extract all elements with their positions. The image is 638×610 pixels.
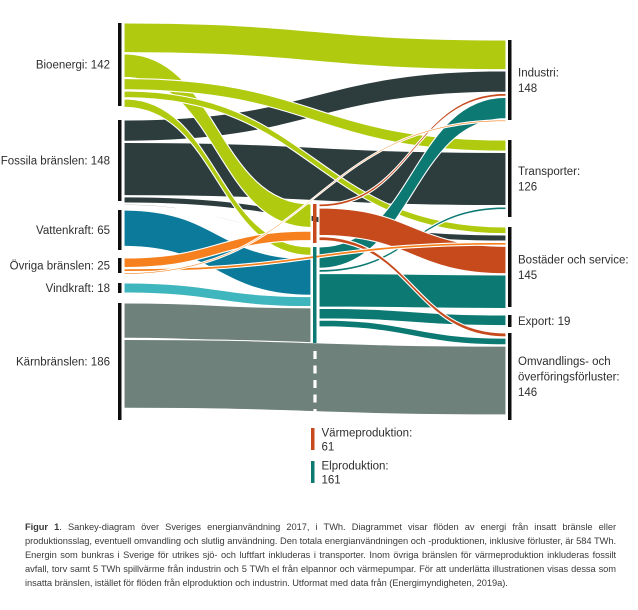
flow-karn-forluster [124, 339, 506, 414]
node-label-transporter-0: Transporter: [518, 165, 581, 178]
node-label-ovriga-0: Övriga bränslen: 25 [9, 260, 110, 273]
node-bar-transporter [508, 140, 512, 217]
node-bar-ovriga [118, 258, 122, 273]
node-label-vattenkraft-0: Vattenkraft: 65 [36, 225, 110, 237]
legend-label-varme-0: Värmeproduktion: [321, 427, 413, 440]
node-bar-fossila [118, 120, 122, 201]
node-bar-el [313, 247, 317, 343]
node-bar-karn [118, 303, 122, 420]
node-label-industri-1: 148 [518, 82, 538, 95]
node-label-forluster-1: överföringsförluster: [518, 371, 620, 384]
node-bar-export [508, 315, 512, 327]
node-label-vindkraft-0: Vindkraft: 18 [45, 283, 110, 295]
figure-caption-label: Figur 1 [25, 522, 60, 532]
node-label-bostader-0: Bostäder och service: [518, 254, 629, 267]
node-label-transporter-1: 126 [518, 181, 538, 194]
flow-el-bostader [319, 273, 506, 308]
legend-label-varme-1: 61 [321, 441, 335, 454]
flow-karn-el [124, 303, 311, 343]
node-bar-varme [313, 204, 317, 243]
figure-caption [25, 521, 616, 591]
node-label-bioenergi-0: Bioenergi: 142 [35, 59, 110, 72]
legend-label-el-0: Elproduktion: [321, 460, 389, 473]
node-bar-industri [508, 40, 512, 120]
node-label-export-0: Export: 19 [518, 316, 571, 328]
node-bar-vattenkraft [118, 210, 122, 250]
legend-label-el-1: 161 [321, 474, 341, 487]
flow-bioenergi-industri [124, 23, 506, 70]
node-bar-bioenergi [118, 23, 122, 106]
node-label-bostader-1: 145 [518, 269, 538, 282]
node-label-fossila-0: Fossila bränslen: 148 [0, 155, 110, 168]
node-label-industri-0: Industri: [518, 67, 559, 80]
node-bar-vindkraft [118, 283, 122, 293]
node-label-karn-0: Kärnbränslen: 186 [16, 356, 110, 369]
node-bar-forluster [508, 333, 512, 420]
node-bar-bostader [508, 227, 512, 307]
legend-marker-varme [311, 428, 315, 450]
figure-caption-text: . Sankey-diagram över Sveriges energianvändning 2017, i TWh. Diagrammet visar flöden av energi från insatt bränsle eller produktionsslag, eventuell omvandling och slutlig användning. Den totala energianvändningen och -produktionen, inklusive förluster, är 584 TWh. Energin som bunkras i Sverige för utrikes sjö- och luftfart inkluderas i transporter. Inom övriga bränslen för värmeproduktion inkluderas fossilt avfall, torv samt 5 TWh spillvärme från industrin och 5 TWh el från elpannor och värmepumpar. För att underlätta illustrationen visas dessa som insatta bränslen, istället för flöden från elproduktion och industrin. Utformat med data från (Energimyndigheten, 2019a). [25, 522, 616, 588]
node-label-forluster-2: 146 [518, 387, 538, 399]
node-label-forluster-0: Omvandlings- och [518, 356, 611, 368]
legend-marker-el [311, 461, 315, 483]
